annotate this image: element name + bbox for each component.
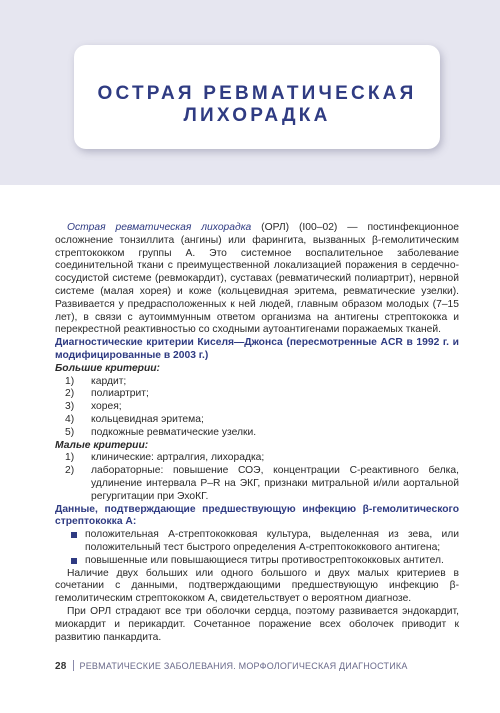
- list-item: [65, 401, 459, 414]
- minor-criteria-heading: Малые критерии:: [55, 439, 149, 451]
- term-highlight: Острая ревматическая лихорадка: [67, 222, 252, 233]
- item-number: 2): [65, 465, 75, 477]
- list-item: [65, 376, 459, 389]
- square-bullet-icon: [71, 532, 77, 538]
- square-bullet-icon: [71, 558, 77, 564]
- evidence-heading: Данные, подтверждающие предшествующую инфекцию β-гемолитического стрептококка А:: [55, 503, 459, 528]
- item-number: 1): [65, 375, 75, 387]
- chapter-title-card: [74, 45, 440, 149]
- membranes-paragraph: При ОРЛ страдают все три оболочки сердца, поэтому развивается эндокардит, миокардит и перикардит. Сочетанное поражение всех оболочек приводит к развитию панкардита.: [55, 605, 459, 643]
- list-item: [65, 452, 459, 465]
- list-item: [69, 529, 459, 555]
- item-text: подкожные ревматические узелки.: [91, 426, 257, 438]
- item-text: полиартрит;: [91, 388, 149, 400]
- item-text: повышенные или повышающиеся титры противострептококковых антител.: [85, 554, 444, 566]
- minor-criteria-list: [55, 452, 459, 503]
- item-number: 5): [65, 426, 75, 438]
- body-text: [55, 222, 459, 644]
- item-number: 4): [65, 413, 75, 425]
- item-text: кольцевидная эритема;: [91, 413, 204, 425]
- chapter-title-line-1: ОСТРАЯ РЕВМАТИЧЕСКАЯ: [97, 83, 417, 104]
- intro-text: (ОРЛ) (I00–02) — постинфекционное осложнение тонзиллита (ангины) или фарингита, вызванных β-гемолитическим стрептококком группы А. Это системное воспалительное заболевание соединительной ткани с преимущественной локализацией поражения в сердечно-сосудистой системе (ревмокардит), суставах (ревматический полиартрит), нервной системе (малая хорея) и коже (кольцевидная эритема, ревматические узелки). Развивается у предрасположенных к ней людей, главным образом молодых (7–15 лет), в связи с аутоиммунным ответом организма на антигены стрептококка и перекрестной реактивностью со сходными аутоантигенами поражаемых тканей.: [55, 222, 459, 336]
- list-item: [65, 388, 459, 401]
- major-criteria-list: [55, 376, 459, 440]
- major-criteria-heading: Большие критерии:: [55, 362, 160, 374]
- item-number: 2): [65, 388, 75, 400]
- item-text: положительная А-стрептококковая культура, выделенная из зева, или положительный тест быстрого определения А-стрептококкового антигена;: [85, 529, 459, 553]
- evidence-list: [55, 529, 459, 567]
- footer-divider: [73, 660, 74, 671]
- page-number: 28: [55, 661, 67, 672]
- list-item: [65, 414, 459, 427]
- running-title: РЕВМАТИЧЕСКИЕ ЗАБОЛЕВАНИЯ. МОРФОЛОГИЧЕСКАЯ ДИАГНОСТИКА: [79, 661, 408, 671]
- diagnosis-paragraph: Наличие двух больших или одного большого и двух малых критериев в сочетании с данными, подтверждающими предшествующую инфекцию β-гемолитическим стрептококком А, свидетельствует о вероятном диагнозе.: [55, 567, 459, 605]
- intro-paragraph: [55, 222, 459, 337]
- item-text: кардит;: [91, 375, 127, 387]
- list-item: [69, 555, 459, 568]
- item-text: клинические: артралгия, лихорадка;: [91, 452, 265, 464]
- criteria-heading: Диагностические критерии Киселя—Джонса (пересмотренные ACR в 1992 г. и модифицированные в 2003 г.): [55, 337, 459, 361]
- chapter-title: [74, 83, 440, 127]
- item-text: лабораторные: повышение СОЭ, концентрации С-реактивного белка, удлинение интервала P–R на ЭКГ, признаки митральной и/или аортальной регургитации при ЭхоКГ.: [91, 465, 459, 502]
- list-item: [65, 427, 459, 440]
- list-item: [65, 465, 459, 503]
- item-text: хорея;: [91, 401, 122, 413]
- chapter-title-line-2: ЛИХОРАДКА: [183, 105, 331, 126]
- item-number: 1): [65, 452, 75, 464]
- page-footer: [55, 660, 408, 672]
- item-number: 3): [65, 401, 75, 413]
